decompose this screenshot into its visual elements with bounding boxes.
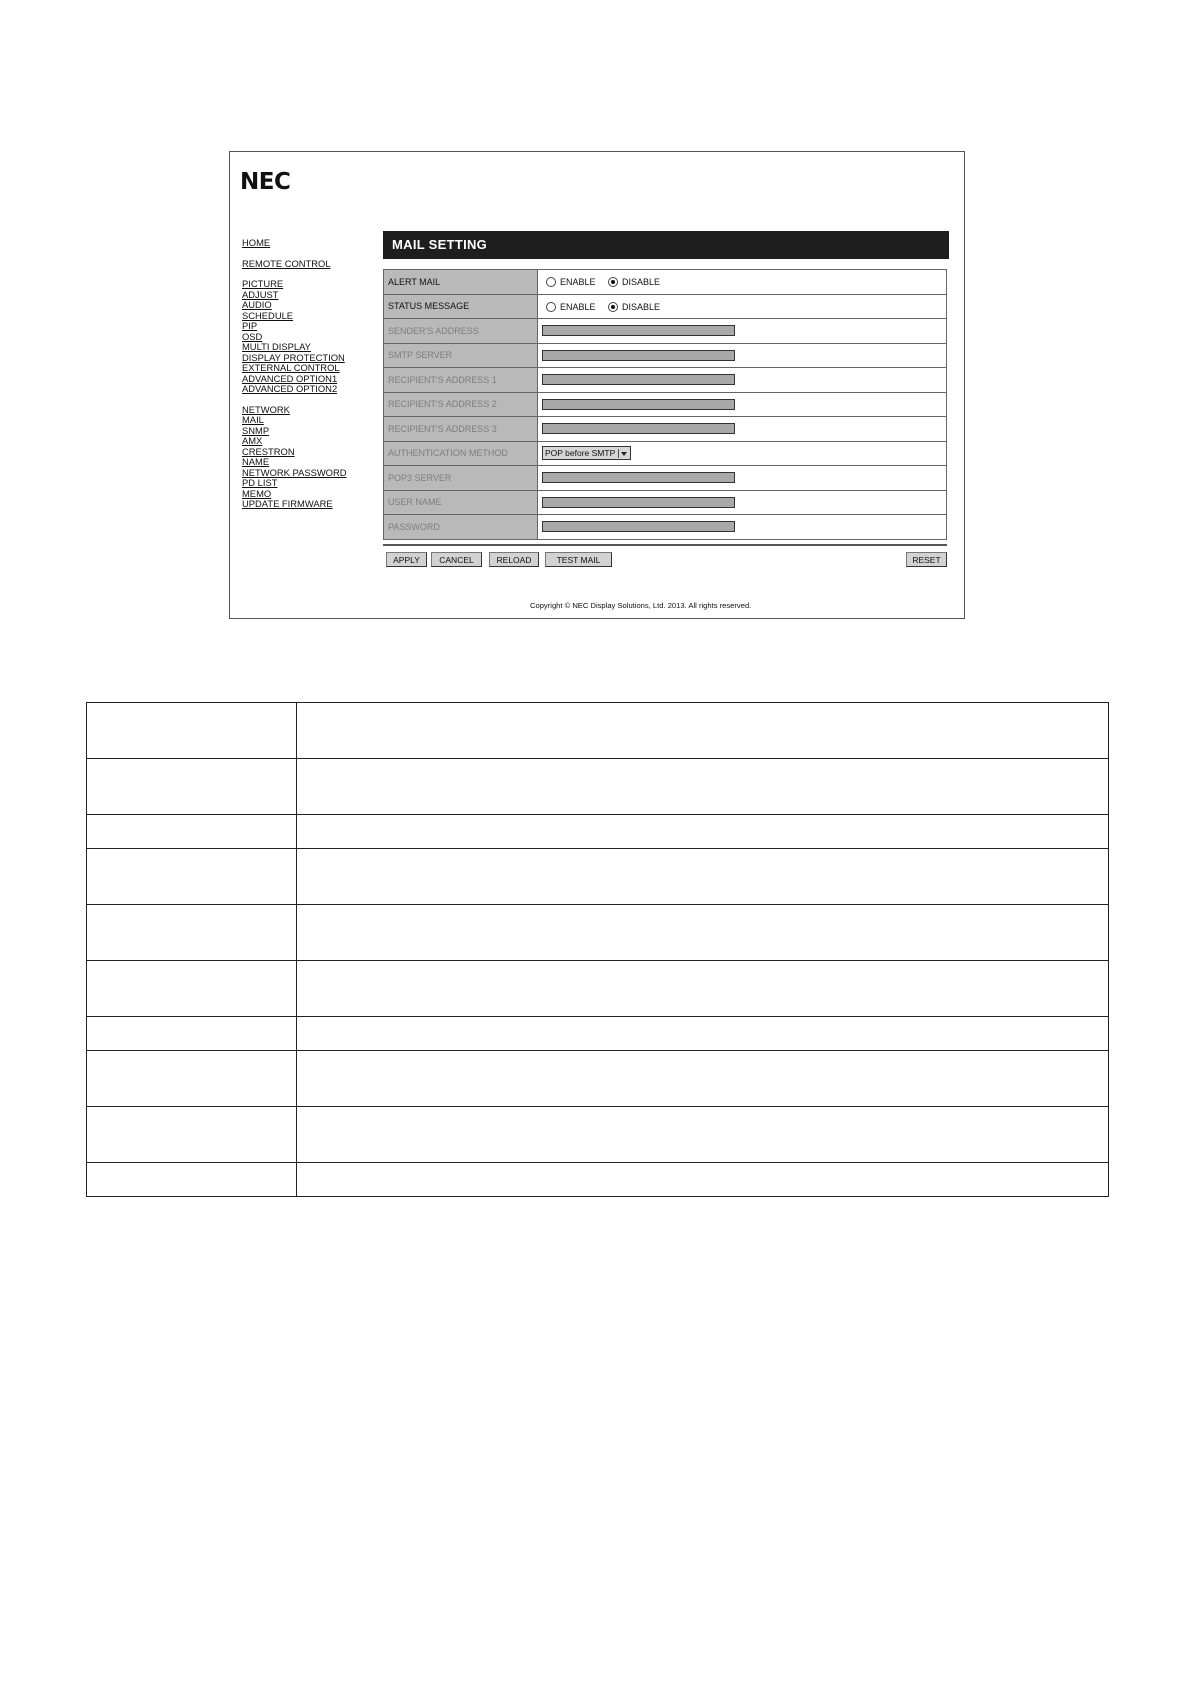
sidebar-item-schedule[interactable]: SCHEDULE	[242, 309, 294, 321]
desc-cell-key	[87, 1017, 297, 1051]
sidebar-item-home[interactable]: HOME	[242, 237, 271, 248]
nav-group-network	[242, 405, 372, 510]
desc-cell-key	[87, 815, 297, 849]
status-message-enable-label: ENABLE	[560, 301, 596, 312]
recipient-3-input[interactable]	[542, 423, 735, 434]
copyright-text: Copyright © NEC Display Solutions, Ltd. 2013. All rights reserved.	[530, 601, 752, 610]
nav-group-remote	[242, 259, 372, 270]
sidebar-item-remote-control[interactable]: REMOTE CONTROL	[242, 257, 331, 269]
desc-cell-value	[297, 1107, 1109, 1163]
form-row-status-message	[384, 294, 947, 319]
button-row	[383, 552, 949, 572]
recipient-2-label: RECIPIENT'S ADDRESS 2	[384, 392, 538, 417]
description-table	[86, 702, 1109, 1197]
nav-group-display	[242, 279, 372, 395]
test-mail-button[interactable]: TEST MAIL	[545, 552, 612, 567]
recipient-3-label: RECIPIENT'S ADDRESS 3	[384, 417, 538, 442]
desc-cell-value	[297, 1017, 1109, 1051]
sidebar-item-display-protection[interactable]: DISPLAY PROTECTION	[242, 351, 345, 363]
desc-row	[87, 1051, 1109, 1107]
desc-row	[87, 759, 1109, 815]
chevron-down-icon	[618, 449, 628, 458]
desc-cell-value	[297, 849, 1109, 905]
reload-button[interactable]: RELOAD	[489, 552, 539, 567]
apply-button[interactable]: APPLY	[386, 552, 427, 567]
desc-cell-value	[297, 961, 1109, 1017]
desc-cell-value	[297, 1051, 1109, 1107]
sidebar-item-pip[interactable]: PIP	[242, 320, 258, 331]
password-input[interactable]	[542, 521, 735, 532]
password-label: PASSWORD	[384, 515, 538, 540]
sidebar-item-audio[interactable]: AUDIO	[242, 299, 272, 310]
auth-method-selected: POP before SMTP	[545, 448, 616, 459]
form-row-auth-method	[384, 441, 947, 466]
desc-cell-key	[87, 1163, 297, 1197]
form-row-password	[384, 515, 947, 540]
form-row-pop3-server	[384, 466, 947, 491]
page-title: MAIL SETTING	[383, 231, 949, 259]
smtp-server-label: SMTP SERVER	[384, 343, 538, 368]
auth-method-label: AUTHENTICATION METHOD	[384, 441, 538, 466]
status-message-options	[538, 294, 947, 319]
sidebar-item-multi-display[interactable]: MULTI DISPLAY	[242, 341, 311, 352]
sidebar-item-mail[interactable]: MAIL	[242, 414, 264, 425]
desc-cell-value	[297, 1163, 1109, 1197]
status-message-disable-radio[interactable]	[608, 302, 618, 312]
sidebar-item-pd-list[interactable]: PD LIST	[242, 477, 278, 488]
desc-cell-value	[297, 815, 1109, 849]
desc-cell-key	[87, 703, 297, 759]
form-row-alert-mail	[384, 270, 947, 295]
recipient-1-input[interactable]	[542, 374, 735, 385]
sidebar-item-advanced-option1[interactable]: ADVANCED OPTION1	[242, 372, 338, 384]
reset-button[interactable]: RESET	[906, 552, 947, 567]
desc-row	[87, 905, 1109, 961]
sidebar-item-external-control[interactable]: EXTERNAL CONTROL	[242, 362, 340, 373]
sidebar-item-update-firmware[interactable]: UPDATE FIRMWARE	[242, 498, 333, 509]
desc-row	[87, 815, 1109, 849]
desc-row	[87, 1017, 1109, 1051]
desc-cell-value	[297, 703, 1109, 759]
smtp-server-input[interactable]	[542, 350, 735, 361]
status-message-label: STATUS MESSAGE	[384, 294, 538, 319]
pop3-server-input[interactable]	[542, 472, 735, 483]
form-row-recipient-3	[384, 417, 947, 442]
mail-setting-screenshot	[229, 151, 965, 619]
divider	[383, 544, 947, 546]
sidebar-item-snmp[interactable]: SNMP	[242, 424, 270, 436]
desc-row	[87, 1107, 1109, 1163]
alert-mail-disable-label: DISABLE	[622, 277, 661, 288]
desc-cell-value	[297, 905, 1109, 961]
recipient-1-label: RECIPIENT'S ADDRESS 1	[384, 368, 538, 393]
form-row-user-name	[384, 490, 947, 515]
main-panel	[383, 231, 949, 572]
sidebar-item-adjust[interactable]: ADJUST	[242, 288, 279, 300]
user-name-input[interactable]	[542, 497, 735, 508]
status-message-enable-radio[interactable]	[546, 302, 556, 312]
desc-cell-key	[87, 961, 297, 1017]
alert-mail-label: ALERT MAIL	[384, 270, 538, 295]
sidebar-item-network[interactable]: NETWORK	[242, 403, 290, 415]
desc-cell-value	[297, 759, 1109, 815]
desc-row	[87, 961, 1109, 1017]
desc-cell-key	[87, 759, 297, 815]
sidebar-item-amx[interactable]: AMX	[242, 435, 263, 446]
sidebar-nav	[242, 238, 372, 520]
alert-mail-enable-label: ENABLE	[560, 277, 596, 288]
sidebar-item-name[interactable]: NAME	[242, 456, 270, 467]
senders-address-label: SENDER'S ADDRESS	[384, 319, 538, 344]
cancel-button[interactable]: CANCEL	[431, 552, 482, 567]
auth-method-select[interactable]	[542, 446, 631, 460]
alert-mail-enable-radio[interactable]	[546, 277, 556, 287]
desc-cell-key	[87, 849, 297, 905]
sidebar-item-advanced-option2[interactable]: ADVANCED OPTION2	[242, 383, 338, 394]
alert-mail-disable-radio[interactable]	[608, 277, 618, 287]
recipient-2-input[interactable]	[542, 399, 735, 410]
desc-cell-key	[87, 905, 297, 961]
desc-row	[87, 703, 1109, 759]
senders-address-input[interactable]	[542, 325, 735, 336]
sidebar-item-picture[interactable]: PICTURE	[242, 278, 284, 289]
user-name-label: USER NAME	[384, 490, 538, 515]
sidebar-item-osd[interactable]: OSD	[242, 330, 263, 342]
mail-settings-form	[383, 269, 947, 540]
desc-row	[87, 849, 1109, 905]
form-row-recipient-2	[384, 392, 947, 417]
nav-group-home	[242, 238, 372, 249]
form-row-recipient-1	[384, 368, 947, 393]
alert-mail-options	[538, 270, 947, 295]
status-message-disable-label: DISABLE	[622, 301, 661, 312]
nec-logo: NEC	[240, 169, 291, 195]
sidebar-item-network-password[interactable]: NETWORK PASSWORD	[242, 466, 347, 478]
desc-row	[87, 1163, 1109, 1197]
form-row-smtp-server	[384, 343, 947, 368]
form-row-senders-address	[384, 319, 947, 344]
pop3-server-label: POP3 SERVER	[384, 466, 538, 491]
sidebar-item-memo[interactable]: MEMO	[242, 487, 272, 499]
sidebar-item-crestron[interactable]: CRESTRON	[242, 445, 295, 457]
desc-cell-key	[87, 1107, 297, 1163]
desc-cell-key	[87, 1051, 297, 1107]
